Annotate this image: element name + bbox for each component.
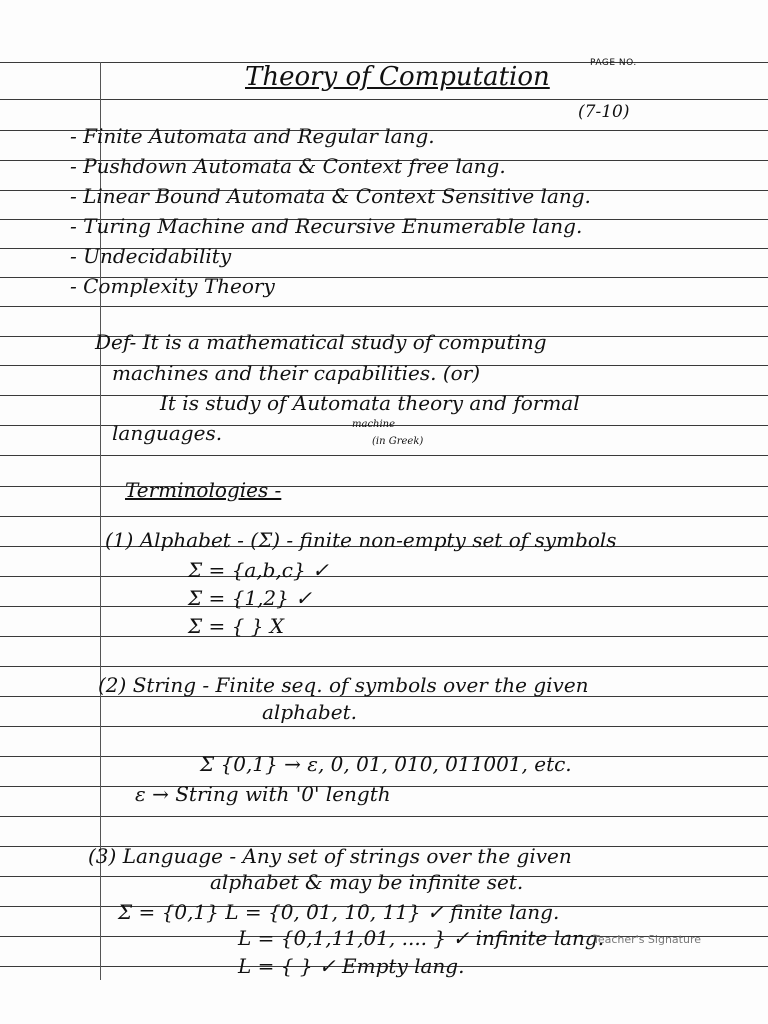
string-example: Σ {0,1} → ε, 0, 01, 010, 011001, etc. — [200, 752, 572, 776]
ruled-line — [0, 455, 768, 456]
definition-line: languages. — [112, 421, 223, 445]
definition-note: (in Greek) — [372, 436, 424, 447]
string-example: ε → String with '0' length — [135, 782, 391, 806]
topic-item: - Pushdown Automata & Context free lang. — [70, 154, 506, 178]
ruled-line — [0, 606, 768, 607]
alphabet-title: (1) Alphabet - (Σ) - finite non-empty set of symbols — [105, 528, 617, 552]
page-title: Theory of Computation — [245, 62, 550, 92]
language-example: Σ = {0,1} L = {0, 01, 10, 11} ✓ finite lang. — [118, 900, 560, 924]
ruled-line — [0, 486, 768, 487]
teacher-signature-label: Teacher's Signature — [593, 933, 701, 946]
ruled-line — [0, 816, 768, 817]
topic-item: - Turing Machine and Recursive Enumerable lang. — [70, 214, 583, 238]
topic-item: - Complexity Theory — [70, 274, 275, 298]
string-title: alphabet. — [262, 700, 357, 724]
alphabet-example: Σ = {a,b,c} ✓ — [188, 558, 329, 582]
ruled-line — [0, 726, 768, 727]
page-range: (7-10) — [578, 102, 630, 122]
definition-line: Def- It is a mathematical study of computing — [95, 330, 547, 354]
definition-note: machine — [352, 419, 396, 430]
alphabet-example: Σ = { } X — [188, 614, 285, 638]
definition-line: machines and their capabilities. (or) — [112, 361, 481, 385]
topic-item: - Finite Automata and Regular lang. — [70, 124, 435, 148]
language-example: L = { } ✓ Empty lang. — [238, 954, 465, 978]
definition-line: It is study of Automata theory and formal — [160, 391, 580, 415]
ruled-line — [0, 306, 768, 307]
section-heading: Terminologies - — [125, 478, 282, 502]
string-title: (2) String - Finite seq. of symbols over the given — [98, 673, 589, 697]
language-example: L = {0,1,11,01, .... } ✓ infinite lang. — [238, 926, 605, 950]
page-number-label: PAGE NO. — [590, 58, 637, 68]
language-title: (3) Language - Any set of strings over the given — [88, 844, 572, 868]
ruled-line — [0, 516, 768, 517]
alphabet-example: Σ = {1,2} ✓ — [188, 586, 312, 610]
topic-item: - Undecidability — [70, 244, 232, 268]
ruled-line — [0, 576, 768, 577]
language-title: alphabet & may be infinite set. — [210, 870, 524, 894]
ruled-line — [0, 636, 768, 637]
topic-item: - Linear Bound Automata & Context Sensitive lang. — [70, 184, 591, 208]
ruled-line — [0, 99, 768, 100]
ruled-line — [0, 666, 768, 667]
